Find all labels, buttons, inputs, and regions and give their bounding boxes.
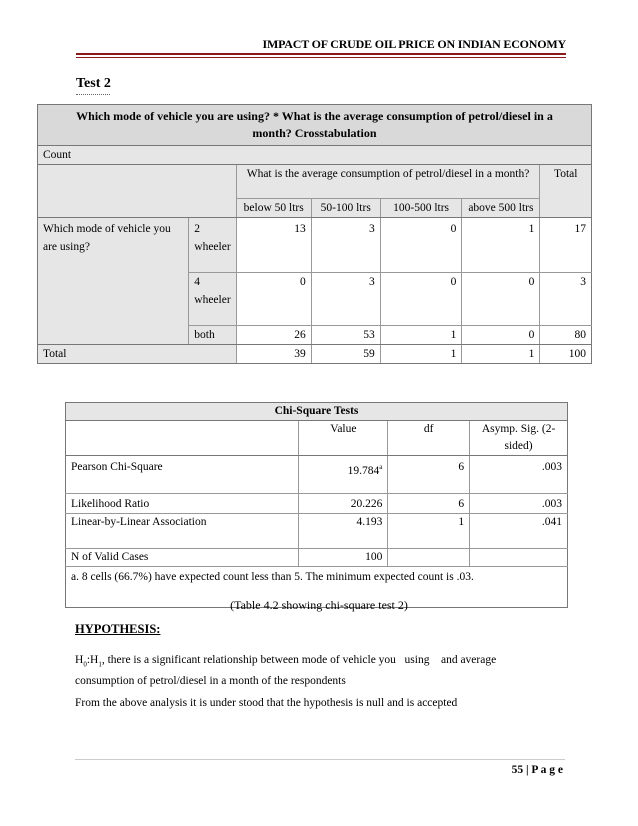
pearson-value [299, 456, 388, 494]
table-cell: 1 [462, 218, 540, 273]
table-cell: 1 [380, 345, 462, 364]
row-label-n: N of Valid Cases [66, 549, 299, 567]
row-total: 3 [540, 273, 592, 326]
table-cell: 1 [388, 514, 470, 549]
table-cell: 0 [380, 218, 462, 273]
col-header-below50: below 50 ltrs [236, 199, 311, 218]
table-cell: 0 [236, 273, 311, 326]
test-heading: Test 2 [76, 76, 111, 91]
total-row-label: Total [38, 345, 237, 364]
test-heading-underline [76, 94, 110, 95]
chi-square-title: Chi-Square Tests [66, 403, 568, 421]
count-label: Count [38, 146, 592, 165]
col-header-50-100: 50-100 ltrs [311, 199, 380, 218]
table-cell: 20.226 [299, 494, 388, 514]
table-caption: (Table 4.2 showing chi-square test 2) [230, 598, 408, 612]
row-total: 17 [540, 218, 592, 273]
document-header-title: IMPACT OF CRUDE OIL PRICE ON INDIAN ECONOMY [262, 37, 566, 51]
table-cell: 4.193 [299, 514, 388, 549]
chi-square-table [65, 402, 568, 608]
chi-square-corner [66, 421, 299, 456]
header-rule [76, 53, 566, 55]
col-header-sig: Asymp. Sig. (2-sided) [470, 421, 568, 456]
header-rule-thin [76, 57, 566, 58]
crosstab-corner [38, 165, 237, 218]
col-header-value: Value [299, 421, 388, 456]
row-label-4wheeler: 4 wheeler [189, 273, 236, 326]
table-cell: .003 [470, 494, 568, 514]
pearson-sig: .003 [470, 456, 568, 494]
crosstab-title-line2: month? Crosstabulation [252, 126, 377, 140]
table-cell: 59 [311, 345, 380, 364]
col-group-header: What is the average consumption of petrol/diesel in a month? [236, 165, 540, 199]
grand-total: 100 [540, 345, 592, 364]
table-cell: 3 [311, 218, 380, 273]
hypothesis-line1-text: , there is a significant relationship between mode of vehicle you using and average [101, 654, 497, 666]
h1-subscript: 1 [98, 660, 102, 669]
table-cell [470, 549, 568, 567]
h1-symbol: :H [86, 654, 99, 666]
col-header-100-500: 100-500 ltrs [380, 199, 462, 218]
h0-symbol: H [75, 654, 84, 666]
hypothesis-line2: consumption of petrol/diesel in a month of the respondents [75, 675, 346, 687]
hypothesis-heading: HYPOTHESIS: [75, 622, 161, 636]
footnote-marker: a [379, 463, 383, 471]
table-cell: 0 [380, 273, 462, 326]
table-cell: 1 [462, 345, 540, 364]
table-cell: 0 [462, 273, 540, 326]
col-header-above500: above 500 ltrs [462, 199, 540, 218]
table-cell: 3 [311, 273, 380, 326]
crosstab-title-line1: Which mode of vehicle you are using? * What is the average consumption of petrol/diesel in a [76, 109, 553, 123]
table-cell: 1 [380, 326, 462, 345]
page-number: 55 | P a g e [511, 764, 563, 776]
table-cell: 6 [388, 494, 470, 514]
table-cell: 13 [236, 218, 311, 273]
table-cell: 0 [462, 326, 540, 345]
row-label-linear: Linear-by-Linear Association [66, 514, 299, 549]
pearson-value-number: 19.784 [347, 464, 380, 477]
col-header-df: df [388, 421, 470, 456]
pearson-df: 6 [388, 456, 470, 494]
crosstab-title [38, 105, 592, 146]
hypothesis-line3: From the above analysis it is under stood that the hypothesis is null and is accepted [75, 697, 458, 709]
row-label-pearson: Pearson Chi-Square [66, 456, 299, 494]
table-cell: 26 [236, 326, 311, 345]
table-cell: 53 [311, 326, 380, 345]
row-group-label: Which mode of vehicle you are using? [38, 218, 189, 345]
table-cell: .041 [470, 514, 568, 549]
h0-subscript: 0 [83, 660, 87, 669]
row-label-2wheeler: 2 wheeler [189, 218, 236, 273]
table-cell: 100 [299, 549, 388, 567]
hypothesis-line1 [75, 654, 561, 668]
table-cell [388, 549, 470, 567]
row-label-likelihood: Likelihood Ratio [66, 494, 299, 514]
total-header: Total [540, 165, 592, 218]
footer-rule [75, 759, 565, 760]
row-total: 80 [540, 326, 592, 345]
chi-square-footnote: a. 8 cells (66.7%) have expected count less than 5. The minimum expected count is .03. [66, 567, 568, 608]
crosstab-table [37, 104, 592, 364]
table-cell: 39 [236, 345, 311, 364]
row-label-both: both [189, 326, 236, 345]
